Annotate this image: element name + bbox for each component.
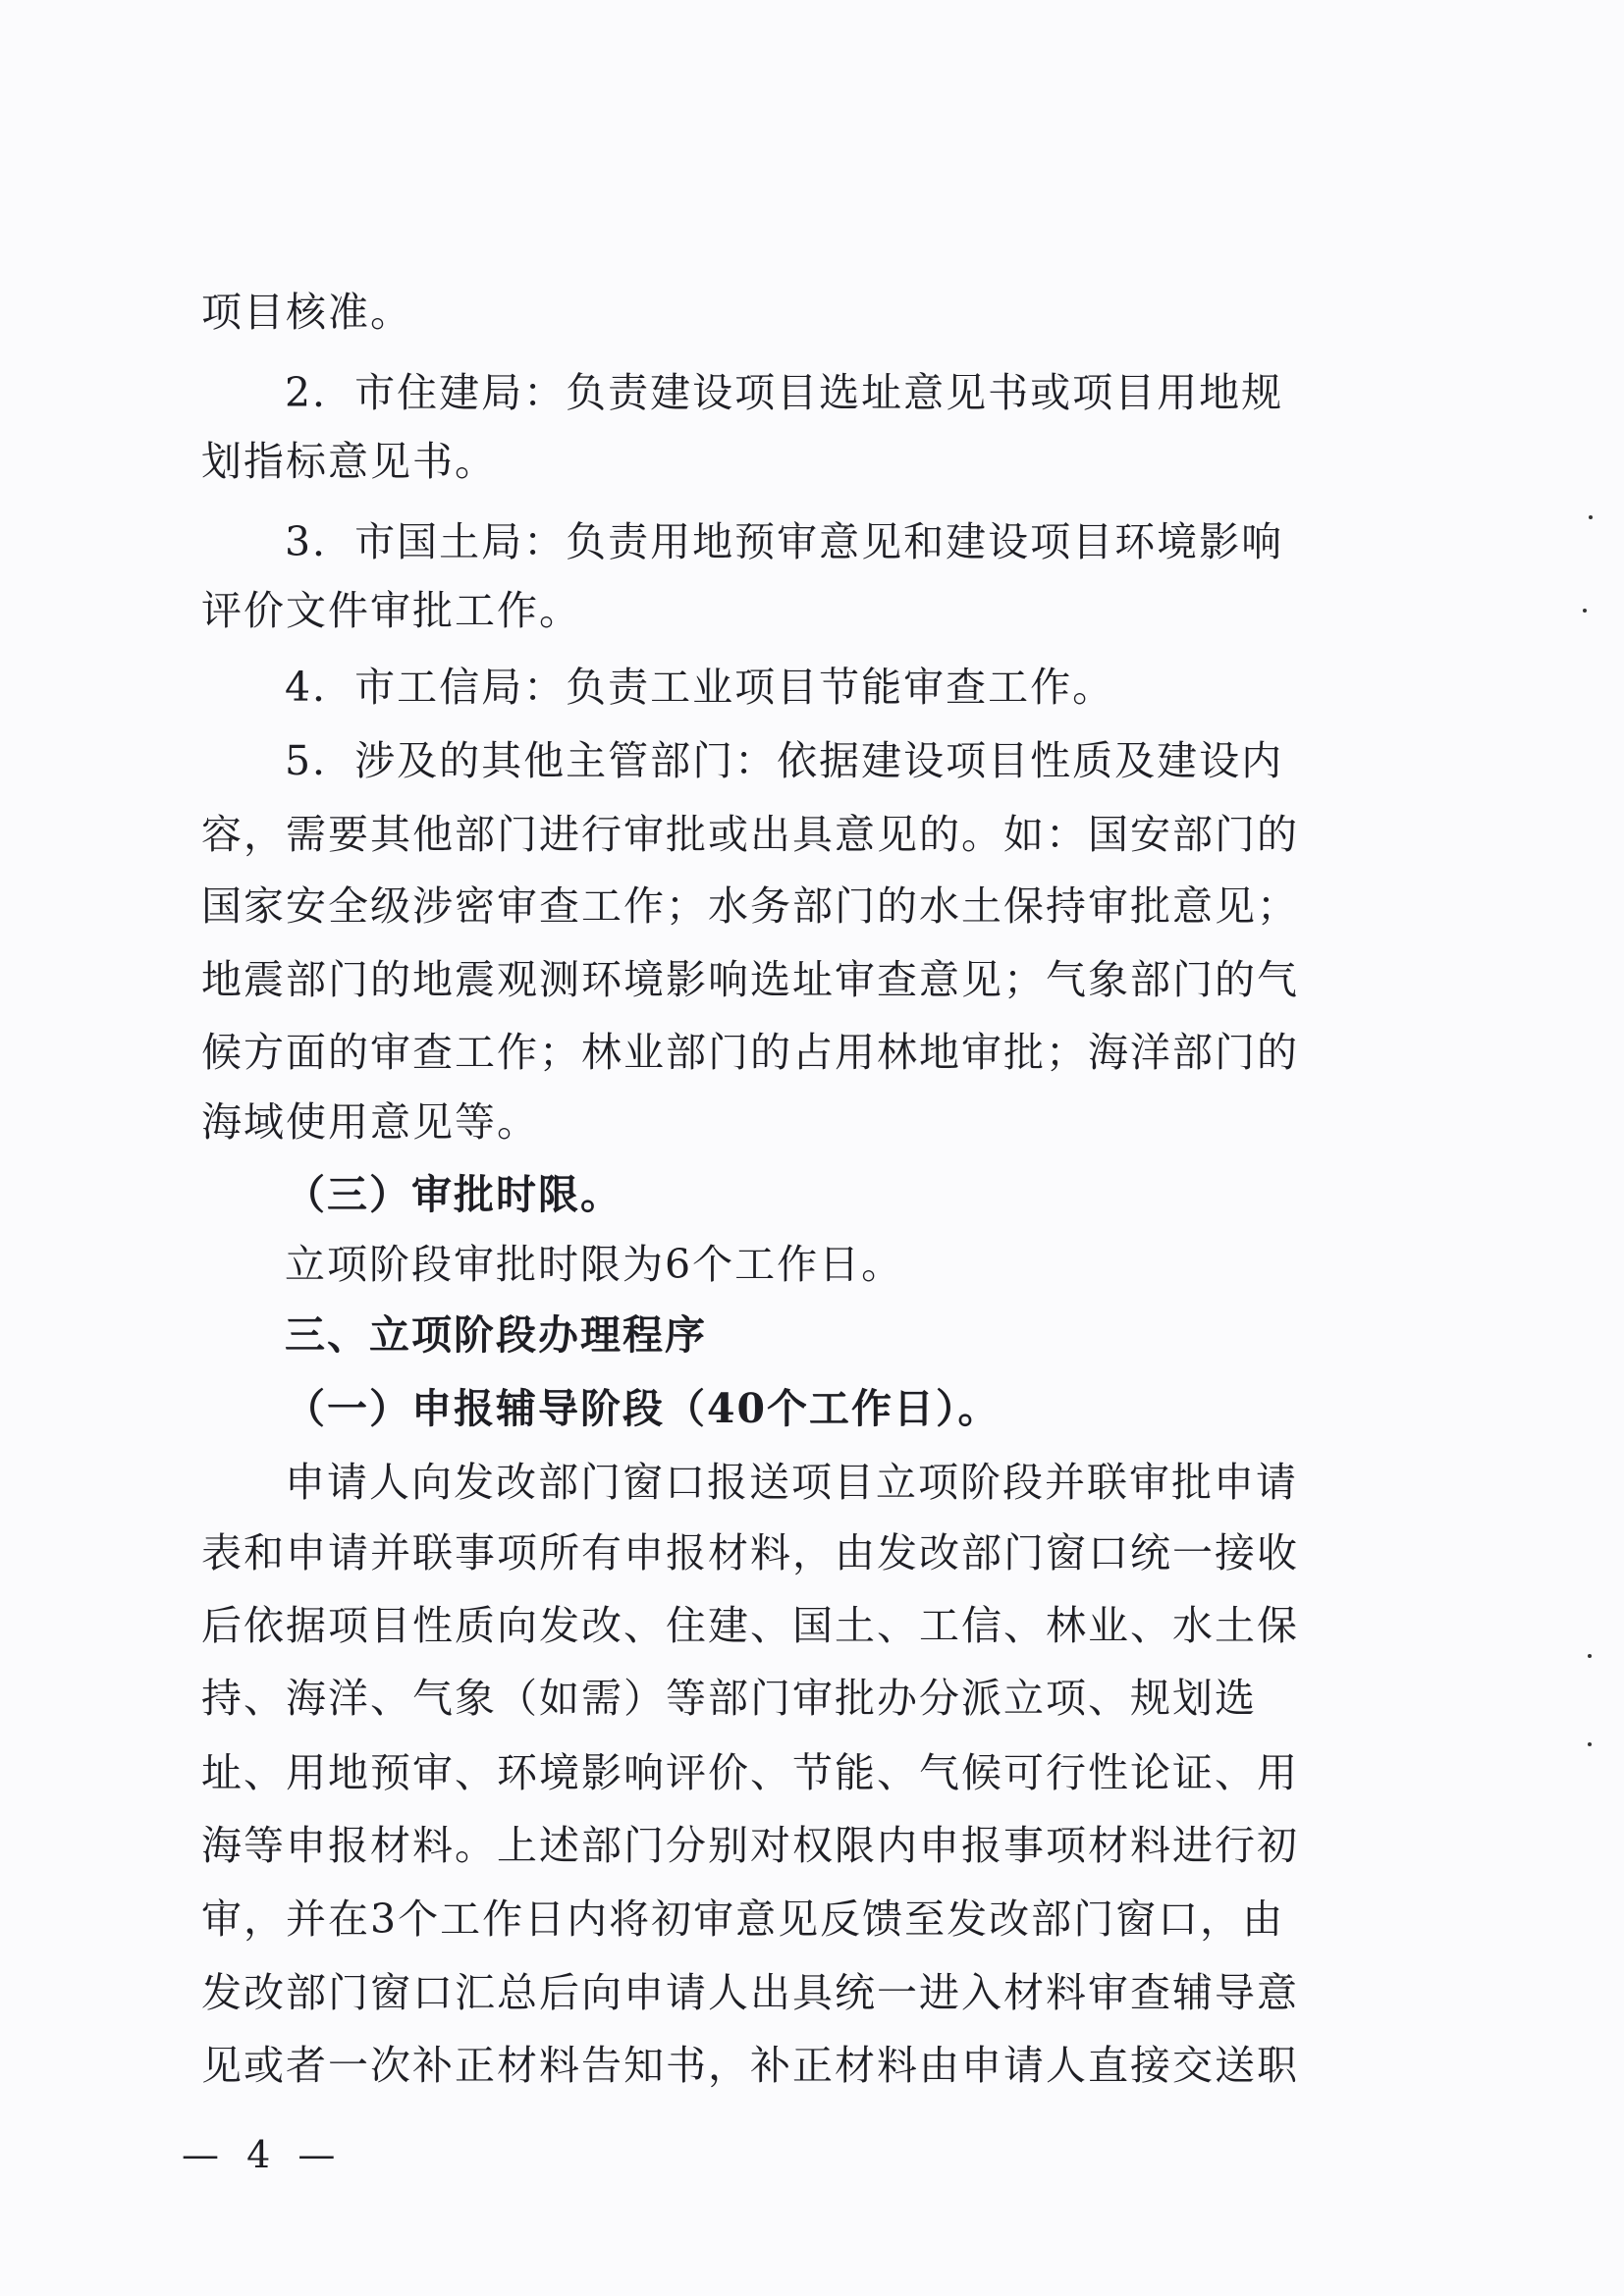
scan-speck xyxy=(1588,1742,1592,1746)
text-line: 划指标意见书。 xyxy=(201,438,497,485)
section-heading: （一）申报辅导阶段（40个工作日）。 xyxy=(285,1385,1001,1432)
page-number: — 4 — xyxy=(182,2133,344,2176)
text-line: 项目核准。 xyxy=(201,289,412,336)
scan-speck xyxy=(1589,515,1593,519)
text-line: 见或者一次补正材料告知书，补正材料由申请人直接交送职 xyxy=(201,2042,1299,2089)
text-line: 发改部门窗口汇总后向申请人出具统一进入材料审查辅导意 xyxy=(201,1969,1299,2016)
text-line: 海域使用意见等。 xyxy=(201,1098,539,1146)
text-line: 4．市工信局：负责工业项目节能审查工作。 xyxy=(285,664,1115,711)
text-line: 候方面的审查工作；林业部门的占用林地审批；海洋部门的 xyxy=(201,1029,1299,1076)
text-line: 5．涉及的其他主管部门：依据建设项目性质及建设内 xyxy=(285,737,1284,784)
text-line: 审，并在3个工作日内将初审意见反馈至发改部门窗口，由 xyxy=(201,1896,1285,1943)
text-line: 立项阶段审批时限为6个工作日。 xyxy=(285,1241,904,1288)
text-line: 3．市国土局：负责用地预审意见和建设项目环境影响 xyxy=(285,518,1284,565)
text-line: 容，需要其他部门进行审批或出具意见的。如：国安部门的 xyxy=(201,811,1299,858)
text-line: 址、用地预审、环境影响评价、节能、气候可行性论证、用 xyxy=(201,1749,1299,1796)
section-heading: 三、立项阶段办理程序 xyxy=(285,1311,707,1359)
text-line: 后依据项目性质向发改、住建、国土、工信、林业、水土保 xyxy=(201,1602,1299,1649)
section-heading: （三）审批时限。 xyxy=(285,1171,623,1218)
text-line: 表和申请并联事项所有申报材料，由发改部门窗口统一接收 xyxy=(201,1529,1299,1576)
text-line: 2．市住建局：负责建设项目选址意见书或项目用地规 xyxy=(285,369,1284,416)
text-line: 申请人向发改部门窗口报送项目立项阶段并联审批申请 xyxy=(285,1459,1298,1506)
scan-speck xyxy=(1583,609,1587,613)
text-line: 持、海洋、气象（如需）等部门审批办分派立项、规划选 xyxy=(201,1675,1257,1722)
text-line: 地震部门的地震观测环境影响选址审查意见；气象部门的气 xyxy=(201,956,1299,1003)
text-line: 评价文件审批工作。 xyxy=(201,587,581,634)
text-line: 国家安全级涉密审查工作；水务部门的水土保持审批意见； xyxy=(201,882,1299,930)
scan-speck xyxy=(1588,1654,1592,1658)
text-line: 海等申报材料。上述部门分别对权限内申报事项材料进行初 xyxy=(201,1822,1299,1869)
